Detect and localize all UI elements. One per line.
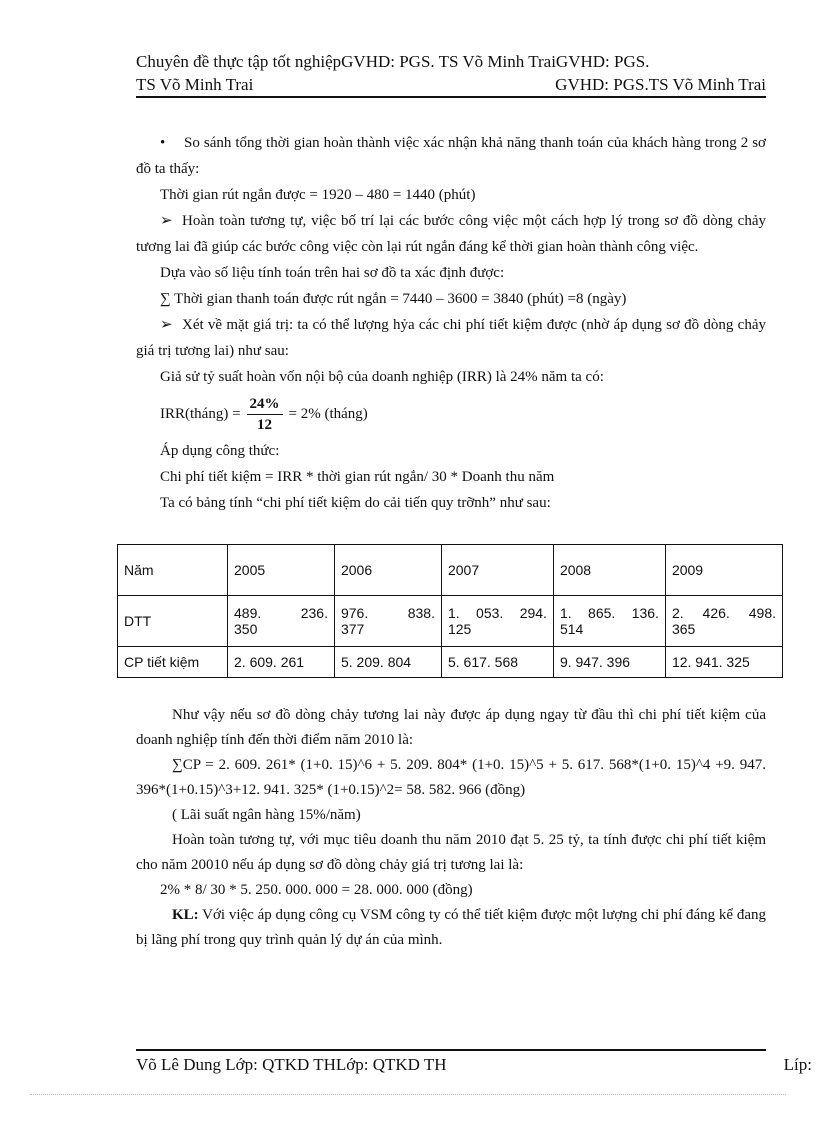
paragraph-cp-intro: Như vậy nếu sơ đồ dòng chảy tương lai này được áp dụng ngay từ đầu thì chi phí tiết kiệm của doanh nghiệp tính đến thời điểm năm 2010 là:: [136, 707, 766, 748]
footer-right: Líp:: [783, 1055, 812, 1074]
irr-denominator: 12: [257, 416, 273, 433]
table-cell: 2006: [334, 545, 441, 596]
page-header: [136, 50, 766, 96]
header-line-1: Chuyên đề thực tập tốt nghiệpGVHD: PGS. TS Võ Minh TraiGVHD: PGS.: [136, 52, 650, 71]
irr-left: IRR(tháng) =: [160, 406, 241, 422]
bullet-icon: •: [160, 135, 166, 151]
formula-line: Chi phí tiết kiệm = IRR * thời gian rút ngắn/ 30 * Doanh thu năm: [160, 469, 555, 485]
sum-time-line: ∑ Thời gian thanh toán được rút ngắn = 7440 – 3600 = 3840 (phút) =8 (ngày): [160, 291, 627, 307]
based-on-line: Dựa vào số liệu tính toán trên hai sơ đồ ta xác định được:: [160, 265, 505, 281]
apply-line: Áp dụng công thức:: [160, 443, 280, 459]
arrow-paragraph-1: ➢ Hoàn toàn tương tự, việc bố trí lại các bước công việc một cách hợp lý trong sơ đồ dòng chảy tương lai đã giúp các bước công việc còn lại rút ngắn đáng kể thời gian hoàn thành công việc.: [136, 208, 766, 260]
footer-divider: [136, 1049, 766, 1051]
arrow-bullet-icon: ➢: [160, 317, 173, 333]
savings-table: [117, 544, 783, 678]
table-row: [118, 647, 783, 678]
conclusion-label: KL:: [172, 907, 199, 923]
table-intro: Ta có bảng tính “chi phí tiết kiệm do cải tiến quy trỡnh” như sau:: [160, 495, 551, 511]
table-cell: Năm: [118, 545, 228, 596]
paragraph-cp-formula: ∑CP = 2. 609. 261* (1+0. 15)^6 + 5. 209. 804* (1+0. 15)^5 + 5. 617. 568*(1+0. 15)^4 +9. 947. 396*(1+0.15)^3+12. 941. 325* (1+0.15)^2= 58. 582. 966 (đồng): [136, 757, 766, 798]
paragraph-conclusion: KL: Với việc áp dụng công cụ VSM công ty có thể tiết kiệm được một lượng chi phí đáng kể đang bị lãng phí trong quy trình quản lý dự án của mình.: [136, 907, 766, 948]
bullet-paragraph: • So sánh tổng thời gian hoàn thành việc xác nhận khả năng thanh toán của khách hàng trong 2 sơ đồ ta thấy:: [136, 130, 766, 182]
table-cell: 5. 617. 568: [441, 647, 553, 678]
irr-right: = 2% (tháng): [288, 406, 368, 422]
table-cell: 2. 426. 498. 365: [665, 596, 782, 647]
header-line-2-left: TS Võ Minh Trai: [136, 75, 254, 94]
table-row: [118, 596, 783, 647]
table-cell: 5. 209. 804: [334, 647, 441, 678]
table-cell: 2009: [665, 545, 782, 596]
page-footer: [136, 1055, 812, 1075]
irr-numerator: 24%: [247, 394, 283, 415]
table-cell: 2007: [441, 545, 553, 596]
header-line-2-right: GVHD: PGS.TS Võ Minh Trai: [555, 75, 766, 94]
table-cell: 489. 236. 350: [228, 596, 335, 647]
table-cell: CP tiết kiệm: [118, 647, 228, 678]
table-cell: DTT: [118, 596, 228, 647]
irr-formula: [160, 390, 766, 438]
table-cell: 9. 947. 396: [553, 647, 665, 678]
table-cell: 2008: [553, 545, 665, 596]
table-cell: 976. 838. 377: [334, 596, 441, 647]
main-content: [136, 130, 766, 516]
table-cell: 2. 609. 261: [228, 647, 335, 678]
table-row: [118, 545, 783, 596]
irr-fraction: [247, 394, 283, 435]
arrow-bullet-icon: ➢: [160, 213, 173, 229]
table-cell: 12. 941. 325: [665, 647, 782, 678]
paragraph-interest: ( Lãi suất ngân hàng 15%/năm): [172, 807, 361, 823]
paragraph-2010-result: 2% * 8/ 30 * 5. 250. 000. 000 = 28. 000. 000 (đồng): [160, 882, 473, 898]
conclusion-section: [136, 703, 766, 953]
table-cell: 1. 865. 136. 514: [553, 596, 665, 647]
table-cell: 2005: [228, 545, 335, 596]
table-cell: 1. 053. 294. 125: [441, 596, 553, 647]
assume-line: Giả sử tỷ suất hoàn vốn nội bộ của doanh nghiệp (IRR) là 24% năm ta có:: [160, 369, 604, 385]
header-divider: [136, 96, 766, 98]
bottom-dotted-line: [30, 1094, 786, 1095]
footer-left: Võ Lê Dung Lớp: QTKD THLớp: QTKD TH: [136, 1055, 447, 1074]
arrow-paragraph-2: ➢ Xét về mặt giá trị: ta có thể lượng hỷa các chi phí tiết kiệm được (nhờ áp dụng sơ đồ dòng chảy giá trị tương lai) như sau:: [136, 312, 766, 364]
paragraph-2010: Hoàn toàn tương tự, với mục tiêu doanh thu năm 2010 đạt 5. 25 tỷ, ta tính được chi phí tiết kiệm cho năm 20010 nếu áp dụng sơ đồ dòng chảy giá trị tương lai là:: [136, 832, 766, 873]
time-saved-line: Thời gian rút ngắn được = 1920 – 480 = 1440 (phút): [160, 187, 476, 203]
